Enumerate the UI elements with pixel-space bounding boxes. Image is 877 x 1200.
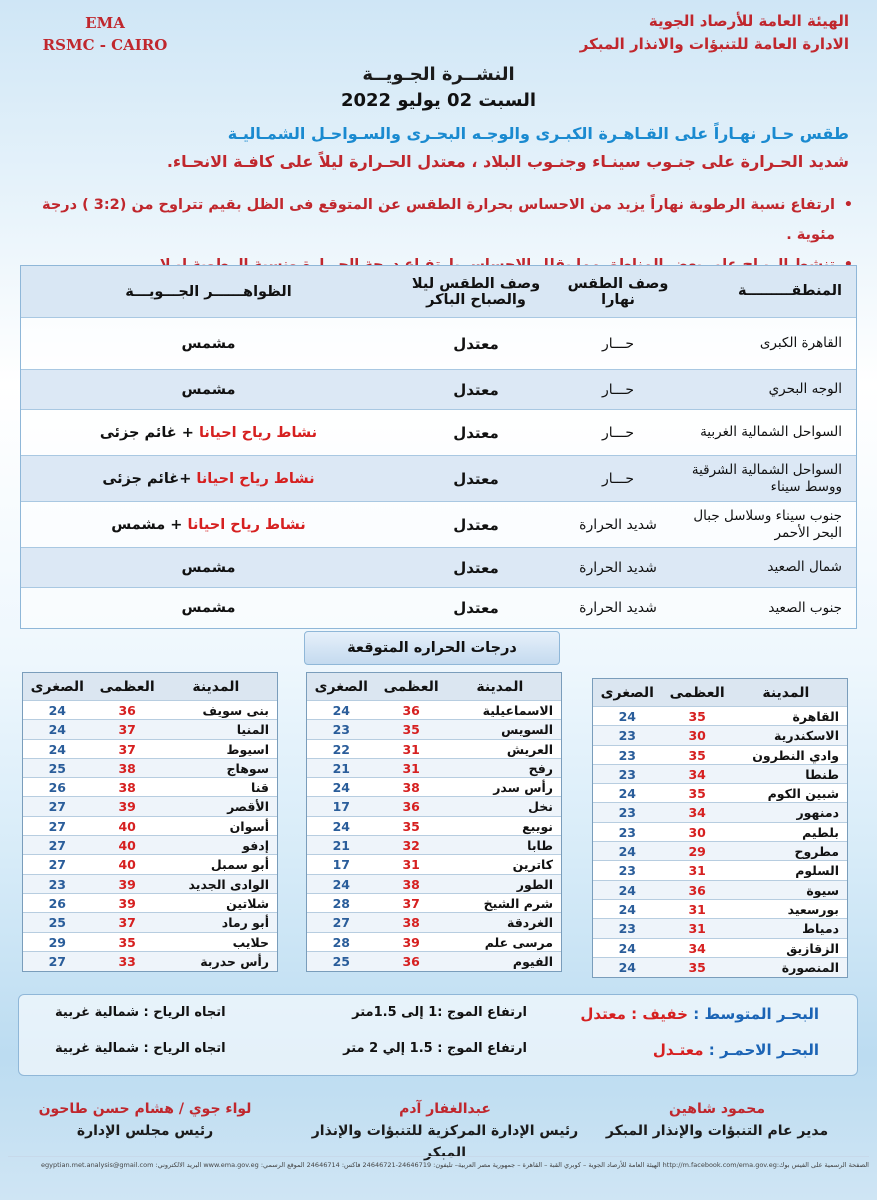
signature-name: عبدالغفار آدم xyxy=(399,1101,491,1117)
max-temp-cell: 37 xyxy=(118,722,136,738)
temp-row xyxy=(23,720,277,739)
city-cell: الفيوم xyxy=(512,953,553,969)
max-temp-cell: 31 xyxy=(688,901,706,917)
header-right-line2: الادارة العامة للتنبؤات والانذار المبكر xyxy=(579,35,849,53)
note-item: • ارتفاع نسبة الرطوبة نهاراً يزيد من الاحساس بحرارة الطقس عن المتوقع فى الظل بقيم تتراوح من (3:2 ) درجة مئوية . xyxy=(30,190,855,250)
signature-3 xyxy=(20,1098,270,1142)
temp-row xyxy=(593,803,847,822)
max-temp-cell: 34 xyxy=(688,940,706,956)
phenomena-cell xyxy=(21,382,396,398)
city-cell: دمياط xyxy=(802,921,839,937)
city-cell: المنيا xyxy=(236,722,269,738)
signature-role: رئيس مجلس الإدارة xyxy=(76,1123,214,1139)
city-cell: شبين الكوم xyxy=(767,786,839,802)
min-temp-cell: 24 xyxy=(48,703,66,718)
max-temp-cell: 39 xyxy=(118,799,136,815)
city-cell: بلطيم xyxy=(802,824,839,840)
contact-footer: الصفحة الرسمية على الفيس بوك:http://m.facebook.com/ema.gov.eg الهيئة العامة للأرصاد الجوية – كوبري القبة – القاهرة – جمهورية مصر العربية– تليفون: 24646719-24646721 فاكس: 24646714 الموقع الرسمي: www.ema.gov.eg البريد الالكتروني: egyptian.met.analysis@gmail.com xyxy=(8,1156,869,1176)
phenomena-cell xyxy=(21,517,396,533)
temp-row xyxy=(307,759,561,778)
phenomena-black: +غائم جزئى xyxy=(102,470,192,487)
temp-row xyxy=(593,823,847,842)
max-temp-cell: 35 xyxy=(688,786,706,802)
day-cell: حـــار xyxy=(602,424,634,441)
phenomena-red: نشاط رياح احيانا xyxy=(196,470,315,487)
sea-state: معتـدل xyxy=(652,1041,704,1059)
min-temp-cell: 23 xyxy=(618,824,636,840)
min-temp-cell: 27 xyxy=(48,953,66,969)
min-temp-cell: 25 xyxy=(48,760,66,776)
city-cell: أبو رماد xyxy=(221,915,269,931)
sea-name-text: البحـر المتوسط : xyxy=(693,1005,819,1023)
signature-role: رئيس الإدارة المركزية للتنبؤات والإنذار المبكر xyxy=(311,1123,579,1161)
temp-col-header: العظمى xyxy=(669,685,725,701)
min-temp-cell: 21 xyxy=(332,838,350,854)
max-temp-cell: 31 xyxy=(688,921,706,937)
phenomena-cell xyxy=(21,336,396,352)
night-cell: معتدل xyxy=(453,334,499,353)
header-right-line1: الهيئة العامة للأرصاد الجوية xyxy=(648,12,849,30)
temp-table-right xyxy=(592,678,848,978)
phenomena-cell xyxy=(21,560,396,576)
region-cell: الوجه البحري xyxy=(768,381,842,397)
city-cell: سيوة xyxy=(806,882,839,898)
city-cell: سوهاج xyxy=(226,760,269,776)
min-temp-cell: 24 xyxy=(618,786,636,802)
max-temp-cell: 38 xyxy=(402,915,420,931)
phenomena-red: نشاط رياح احيانا xyxy=(198,424,318,441)
max-temp-cell: 40 xyxy=(118,857,136,873)
summary-line2 xyxy=(30,148,849,176)
min-temp-cell: 23 xyxy=(618,728,636,744)
max-temp-cell: 36 xyxy=(688,882,706,898)
min-temp-cell: 29 xyxy=(48,934,66,950)
max-temp-cell: 36 xyxy=(402,953,420,969)
city-cell: الزقازيق xyxy=(786,940,839,956)
summary-line2-a: شديد الحـرارة على جنـوب سينـاء وجنـوب البلاد ، xyxy=(471,152,849,171)
phenomena-black: + غائم جزئى xyxy=(99,424,194,441)
min-temp-cell: 17 xyxy=(332,857,350,873)
city-cell: نويبع xyxy=(522,818,553,834)
max-temp-cell: 35 xyxy=(688,709,706,724)
night-cell: معتدل xyxy=(453,469,499,488)
temp-row xyxy=(23,933,277,952)
city-cell: نخل xyxy=(528,799,553,815)
max-temp-cell: 38 xyxy=(118,760,136,776)
max-temp-cell: 36 xyxy=(118,703,136,718)
city-cell: أسوان xyxy=(229,818,269,834)
min-temp-cell: 27 xyxy=(48,838,66,854)
day-cell: شديد الحرارة xyxy=(579,600,657,616)
temp-table-middle xyxy=(306,672,562,972)
forecast-row xyxy=(21,502,856,548)
temp-row xyxy=(23,875,277,894)
temp-row xyxy=(307,952,561,971)
night-cell: معتدل xyxy=(453,515,499,534)
forecast-row xyxy=(21,548,856,588)
signature-name: لواء جوي / هشام حسن طاحون xyxy=(38,1101,252,1117)
day-cell: شديد الحرارة xyxy=(579,516,657,533)
max-temp-cell: 34 xyxy=(688,805,706,821)
temp-row xyxy=(307,720,561,739)
temp-row xyxy=(593,919,847,938)
temp-row xyxy=(23,952,277,971)
temp-row xyxy=(593,726,847,745)
phenomena-black: مشمس xyxy=(181,600,236,616)
city-cell: شلاتين xyxy=(226,895,269,911)
forecast-row xyxy=(21,588,856,628)
forecast-table xyxy=(20,265,857,629)
day-cell: حـــار xyxy=(602,470,634,487)
min-temp-cell: 26 xyxy=(48,895,66,911)
temp-row xyxy=(307,836,561,855)
phenomena-black: مشمس xyxy=(181,335,236,352)
temp-col-header: الصغرى xyxy=(600,685,654,701)
temp-header-row xyxy=(593,679,847,707)
max-temp-cell: 30 xyxy=(688,728,706,744)
max-temp-cell: 38 xyxy=(402,780,420,796)
temp-col-header: المدينة xyxy=(192,679,240,695)
wave-height: ارتفاع الموج : 1.5 إلي 2 متر xyxy=(343,1041,527,1056)
max-temp-cell: 39 xyxy=(402,934,420,950)
temp-row xyxy=(593,842,847,861)
min-temp-cell: 24 xyxy=(332,780,350,796)
max-temp-cell: 34 xyxy=(688,766,706,782)
min-temp-cell: 22 xyxy=(332,741,350,757)
bulletin-title xyxy=(250,62,627,114)
min-temp-cell: 25 xyxy=(48,915,66,931)
city-cell: السويس xyxy=(501,722,553,738)
temp-row xyxy=(593,746,847,765)
max-temp-cell: 38 xyxy=(118,780,136,796)
min-temp-cell: 24 xyxy=(48,722,66,738)
night-cell: معتدل xyxy=(453,599,499,617)
forecast-row xyxy=(21,318,856,370)
city-cell: الغردقة xyxy=(507,915,553,931)
city-cell: رأس سدر xyxy=(493,780,553,796)
temp-row xyxy=(593,861,847,880)
col-day: وصف الطقس نهارا xyxy=(567,275,669,308)
temp-col-header: المدينة xyxy=(762,685,810,701)
phenomena-black: + مشمس xyxy=(111,516,183,533)
temp-col-header: الصغرى xyxy=(30,679,84,695)
city-cell: وادي النطرون xyxy=(752,747,839,763)
city-cell: بنى سويف xyxy=(202,703,269,718)
min-temp-cell: 28 xyxy=(332,934,350,950)
ema-logo-text xyxy=(30,12,180,56)
summary-line2-b: معتدل الحـرارة ليلاً على كافـة الانحـاء. xyxy=(166,152,466,171)
phenomena-cell xyxy=(21,425,396,441)
min-temp-cell: 21 xyxy=(332,760,350,776)
temp-row xyxy=(307,740,561,759)
temp-row xyxy=(307,894,561,913)
sea-name xyxy=(580,1005,819,1023)
max-temp-cell: 37 xyxy=(118,915,136,931)
temp-row xyxy=(593,900,847,919)
header-left-line2: RSMC - CAIRO xyxy=(42,36,168,54)
temp-row xyxy=(593,939,847,958)
header-authority xyxy=(549,10,849,56)
temp-row xyxy=(23,913,277,932)
temp-row xyxy=(593,765,847,784)
max-temp-cell: 39 xyxy=(118,895,136,911)
wind-direction: اتجاه الرياح : شمالية غربية xyxy=(55,1041,226,1056)
max-temp-cell: 30 xyxy=(688,824,706,840)
min-temp-cell: 23 xyxy=(332,722,350,738)
temp-row xyxy=(23,759,277,778)
city-cell: رأس حدربة xyxy=(200,953,269,969)
weather-summary xyxy=(30,120,849,176)
bulletin-title-line1: النشــرة الجـويــة xyxy=(362,64,515,85)
min-temp-cell: 27 xyxy=(48,857,66,873)
temp-row xyxy=(23,894,277,913)
region-cell: السواحل الشمالية الغربية xyxy=(700,424,842,440)
city-cell: دمنهور xyxy=(796,805,839,821)
city-cell: مرسى علم xyxy=(484,934,553,950)
max-temp-cell: 31 xyxy=(402,741,420,757)
signature-2 xyxy=(290,1098,600,1164)
max-temp-cell: 35 xyxy=(688,959,706,975)
temp-col-header: العظمى xyxy=(99,679,155,695)
night-cell: معتدل xyxy=(453,380,499,399)
forecast-row xyxy=(21,410,856,456)
city-cell: طابا xyxy=(527,838,553,854)
min-temp-cell: 24 xyxy=(618,959,636,975)
max-temp-cell: 37 xyxy=(118,741,136,757)
min-temp-cell: 28 xyxy=(332,895,350,911)
city-cell: اسيوط xyxy=(226,741,269,757)
temp-header-row xyxy=(23,673,277,701)
min-temp-cell: 23 xyxy=(618,747,636,763)
temp-row xyxy=(23,797,277,816)
min-temp-cell: 24 xyxy=(332,703,350,718)
city-cell: الاسكندرية xyxy=(774,728,839,744)
min-temp-cell: 24 xyxy=(618,882,636,898)
temp-row xyxy=(23,740,277,759)
max-temp-cell: 31 xyxy=(688,863,706,879)
temp-row xyxy=(23,778,277,797)
region-cell: جنوب الصعيد xyxy=(768,599,842,616)
sea-name xyxy=(653,1041,819,1059)
max-temp-cell: 36 xyxy=(402,799,420,815)
temp-col-header: العظمى xyxy=(383,679,439,695)
city-cell: كاترين xyxy=(512,857,553,873)
temp-row xyxy=(307,875,561,894)
temp-col-header: الصغرى xyxy=(314,679,368,695)
min-temp-cell: 23 xyxy=(618,921,636,937)
temp-row xyxy=(23,836,277,855)
summary-line1: طقس حـار نهـاراً على القـاهـرة الكبـرى والوجـه البحـرى والسـواحـل الشمـاليـة xyxy=(227,124,849,143)
min-temp-cell: 24 xyxy=(332,818,350,834)
region-cell: السواحل الشمالية الشرقية ووسط سيناء xyxy=(691,461,842,495)
phenomena-cell xyxy=(21,600,396,616)
min-temp-cell: 23 xyxy=(618,805,636,821)
temp-row xyxy=(593,958,847,977)
city-cell: الطور xyxy=(516,876,553,892)
region-cell: القاهرة الكبرى xyxy=(759,335,842,351)
temp-row xyxy=(307,913,561,932)
min-temp-cell: 27 xyxy=(48,799,66,815)
temp-row xyxy=(23,701,277,720)
col-night: وصف الطقس ليلا والصباح الباكر xyxy=(411,275,541,308)
sea-name-text: البحـر الاحمـر : xyxy=(708,1041,819,1059)
city-cell: قنا xyxy=(251,780,269,796)
max-temp-cell: 33 xyxy=(118,953,136,969)
max-temp-cell: 37 xyxy=(402,895,420,911)
temp-row xyxy=(593,707,847,726)
min-temp-cell: 24 xyxy=(618,901,636,917)
wave-height: ارتفاع الموج :1 إلى 1.5متر xyxy=(352,1005,527,1020)
phenomena-red: نشاط رياح احيانا xyxy=(187,516,306,533)
sea-row-mediterranean xyxy=(19,1005,857,1035)
temperatures-title: درجات الحراره المتوقعة xyxy=(304,631,560,665)
temp-row xyxy=(307,797,561,816)
sea-state: خفيف : معتدل xyxy=(580,1005,688,1023)
min-temp-cell: 26 xyxy=(48,780,66,796)
max-temp-cell: 38 xyxy=(402,876,420,892)
temp-row xyxy=(307,855,561,874)
day-cell: حـــار xyxy=(602,381,634,398)
min-temp-cell: 17 xyxy=(332,799,350,815)
max-temp-cell: 31 xyxy=(402,857,420,873)
wind-direction: اتجاه الرياح : شمالية غربية xyxy=(55,1005,226,1020)
temp-row xyxy=(307,933,561,952)
temp-row xyxy=(307,817,561,836)
city-cell: حلايب xyxy=(232,934,269,950)
phenomena-cell xyxy=(21,471,396,487)
min-temp-cell: 23 xyxy=(618,766,636,782)
day-cell: شديد الحرارة xyxy=(579,559,657,576)
temp-table-left xyxy=(22,672,278,972)
city-cell: أبو سمبل xyxy=(210,857,269,873)
temp-header-row xyxy=(307,673,561,701)
max-temp-cell: 40 xyxy=(118,838,136,854)
day-cell: حـــار xyxy=(602,335,634,352)
city-cell: بورسعيد xyxy=(787,901,839,917)
forecast-row xyxy=(21,456,856,502)
header-left-line1: EMA xyxy=(85,14,125,32)
temp-col-header: المدينة xyxy=(476,679,524,695)
min-temp-cell: 24 xyxy=(618,844,636,860)
forecast-header-row xyxy=(21,266,856,318)
max-temp-cell: 39 xyxy=(118,876,136,892)
min-temp-cell: 27 xyxy=(48,818,66,834)
temp-row xyxy=(593,784,847,803)
min-temp-cell: 27 xyxy=(332,915,350,931)
night-cell: معتدل xyxy=(453,558,499,577)
temp-row xyxy=(23,817,277,836)
max-temp-cell: 29 xyxy=(688,844,706,860)
forecast-row xyxy=(21,370,856,410)
min-temp-cell: 23 xyxy=(48,876,66,892)
temp-row xyxy=(23,855,277,874)
signature-1 xyxy=(587,1098,847,1142)
sea-state-box xyxy=(18,994,858,1076)
city-cell: إدفو xyxy=(242,838,269,854)
temp-row xyxy=(593,881,847,900)
signature-role: مدير عام التنبؤات والإنذار المبكر xyxy=(605,1123,829,1139)
city-cell: الأقصر xyxy=(227,799,269,815)
max-temp-cell: 35 xyxy=(402,818,420,834)
city-cell: الاسماعيلية xyxy=(482,703,553,718)
max-temp-cell: 35 xyxy=(402,722,420,738)
phenomena-black: مشمس xyxy=(181,559,236,576)
city-cell: القاهرة xyxy=(792,709,839,724)
col-phenomena: الظواهــــــر الجـــويـــة xyxy=(125,283,292,300)
col-region: المنطقـــــــــة xyxy=(737,283,842,299)
min-temp-cell: 23 xyxy=(618,863,636,879)
temp-row xyxy=(307,701,561,720)
city-cell: مطروح xyxy=(794,844,839,860)
region-cell: جنوب سيناء وسلاسل جبال البحر الأحمر xyxy=(693,507,842,541)
city-cell: السلوم xyxy=(795,863,839,879)
bulletin-date: السبت 02 يوليو 2022 xyxy=(340,90,537,111)
min-temp-cell: 25 xyxy=(332,953,350,969)
signature-name: محمود شاهين xyxy=(668,1101,766,1117)
phenomena-black: مشمس xyxy=(181,381,236,398)
min-temp-cell: 24 xyxy=(332,876,350,892)
region-cell: شمال الصعيد xyxy=(767,559,842,575)
temp-row xyxy=(307,778,561,797)
sea-row-red xyxy=(19,1041,857,1071)
min-temp-cell: 24 xyxy=(618,709,636,724)
max-temp-cell: 40 xyxy=(118,818,136,834)
max-temp-cell: 35 xyxy=(118,934,136,950)
city-cell: رفح xyxy=(528,760,553,776)
city-cell: العريش xyxy=(506,741,553,757)
night-cell: معتدل xyxy=(453,423,499,442)
max-temp-cell: 36 xyxy=(402,703,420,718)
city-cell: المنصورة xyxy=(781,959,839,975)
max-temp-cell: 32 xyxy=(402,838,420,854)
min-temp-cell: 24 xyxy=(48,741,66,757)
city-cell: طنطا xyxy=(805,766,839,782)
max-temp-cell: 31 xyxy=(402,760,420,776)
min-temp-cell: 24 xyxy=(618,940,636,956)
city-cell: الوادى الجديد xyxy=(188,876,269,892)
city-cell: شرم الشيخ xyxy=(483,895,553,911)
max-temp-cell: 35 xyxy=(688,747,706,763)
